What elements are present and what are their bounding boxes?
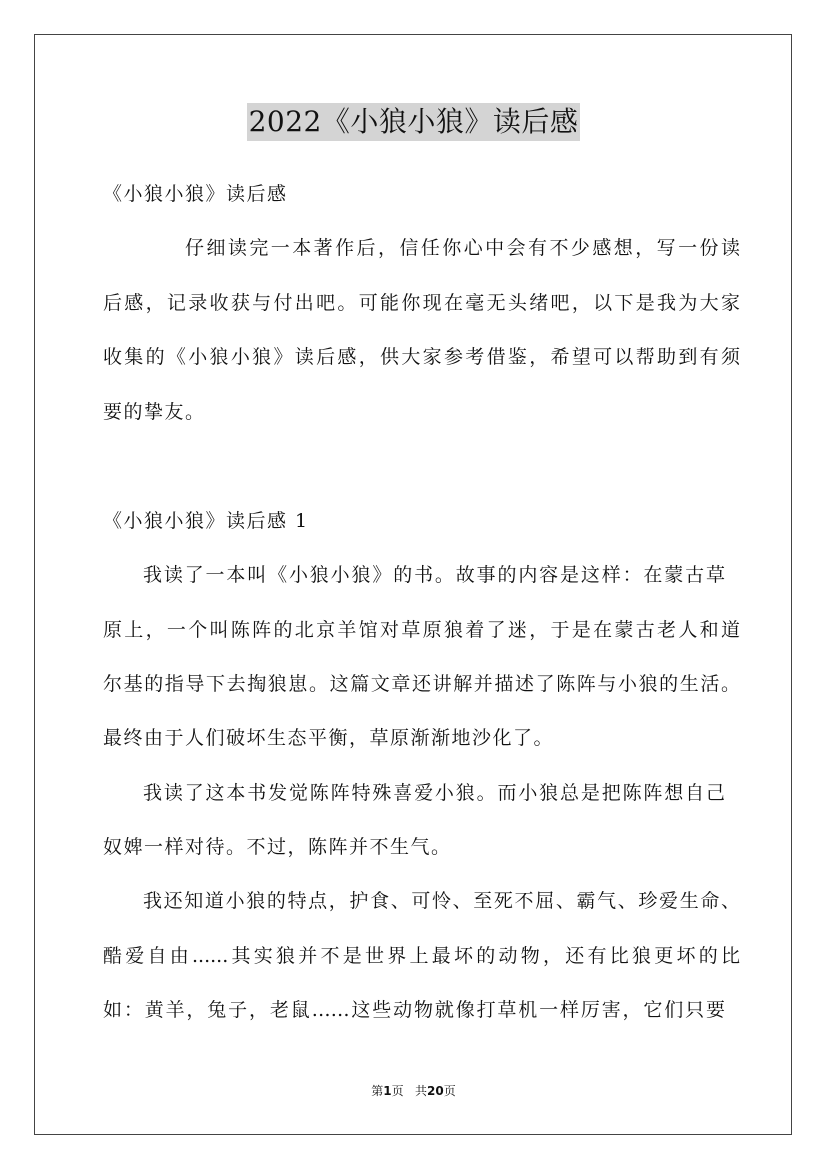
title-container <box>0 103 827 141</box>
body-line-5: 我读了这本书发觉陈阵特殊喜爱小狼。而小狼总是把陈阵想自己 <box>143 782 725 804</box>
body-line-7: 我还知道小狼的特点，护食、可怜、至死不屈、霸气、珍爱生命、 <box>143 890 740 912</box>
page-footer <box>0 1083 827 1099</box>
body-line-1: 我读了一本叫《小狼小狼》的书。故事的内容是这样：在蒙古草 <box>143 564 725 586</box>
intro-line-2: 后感，记录收获与付出吧。可能你现在毫无头绪吧，以下是我为大家 <box>103 292 740 314</box>
subtitle: 《小狼小狼》读后感 <box>103 183 288 205</box>
body-line-3: 尔基的指导下去掏狼崽。这篇文章还讲解并描述了陈阵与小狼的生活。 <box>103 673 740 695</box>
intro-line-4: 要的挚友。 <box>103 401 206 423</box>
section-heading: 《小狼小狼》读后感 1 <box>103 510 309 532</box>
footer-prefix: 第 <box>371 1084 384 1098</box>
body-line-4: 最终由于人们破坏生态平衡，草原渐渐地沙化了。 <box>103 727 555 749</box>
body-line-8: 酷爱自由......其实狼并不是世界上最坏的动物，还有比狼更坏的比 <box>103 945 740 967</box>
footer-suffix: 页 <box>443 1084 456 1098</box>
footer-page-number: 1 <box>383 1084 392 1098</box>
footer-total-pages: 20 <box>427 1084 444 1098</box>
body-line-6: 奴婢一样对待。不过，陈阵并不生气。 <box>103 836 452 858</box>
body-line-2: 原上，一个叫陈阵的北京羊馆对草原狼着了迷，于是在蒙古老人和道 <box>103 619 740 641</box>
body-line-9: 如：黄羊，兔子，老鼠……这些动物就像打草机一样厉害，它们只要 <box>103 999 725 1021</box>
intro-line-1: 仔细读完一本著作后，信任你心中会有不少感想，写一份读 <box>185 237 740 259</box>
document-title: 2022《小狼小狼》读后感 <box>247 103 581 141</box>
footer-middle: 页 共 <box>391 1084 428 1098</box>
intro-line-3: 收集的《小狼小狼》读后感，供大家参考借鉴，希望可以帮助到有须 <box>103 346 740 368</box>
